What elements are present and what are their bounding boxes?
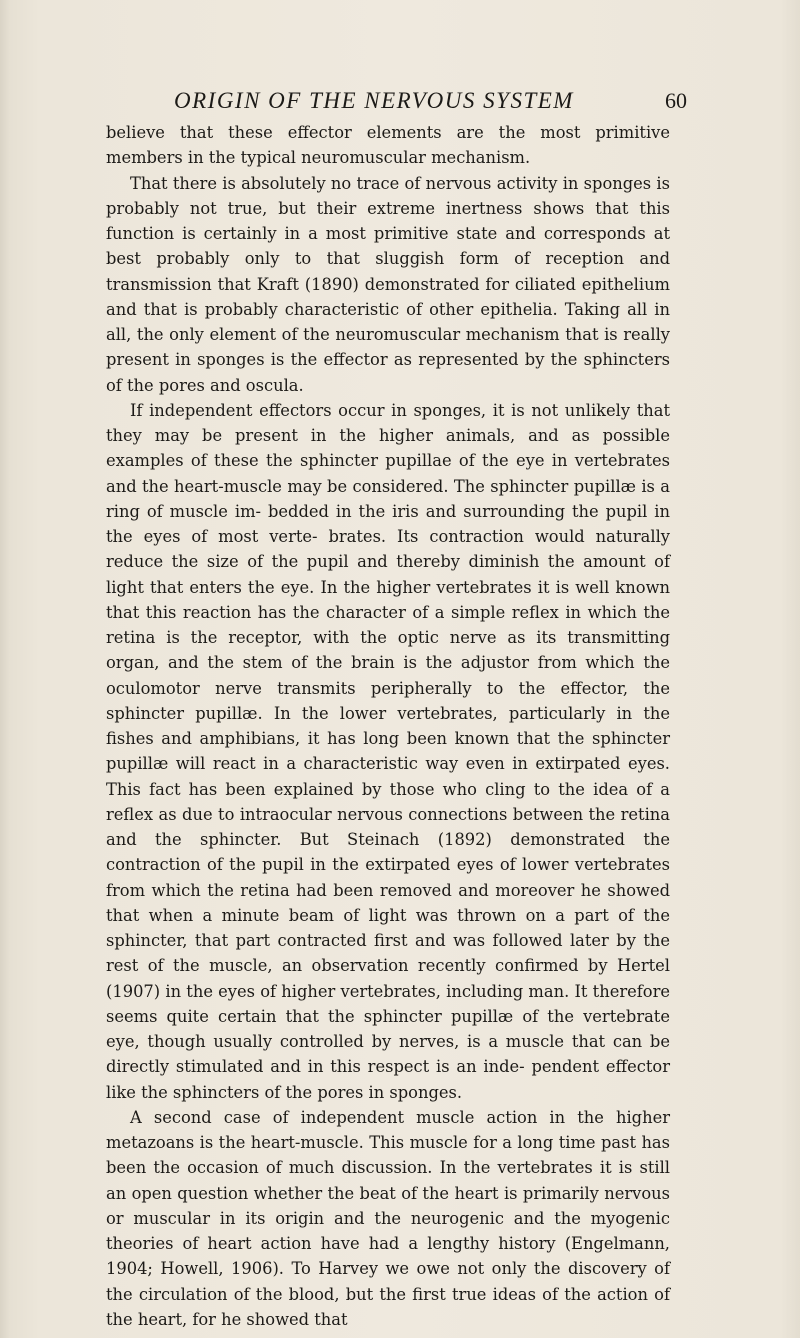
paragraph-sphincter-pupillae: If independent effectors occur in sponges, it is not unlikely that they may be present in the higher animals, and as possible examples of these the sphincter pupillae of the eye in vertebrates and the heart-muscle may be considered. The sphincter pupillæ is a ring of muscle im- bedded in the iris and surrounding the pupil in the eyes of most verte- brates. Its contraction would naturally reduce the size of the pupil and thereby diminish the amount of light that enters the eye. In the higher vertebrates it is well known that this reaction has the character of a simple reflex in which the retina is the receptor, with the optic nerve as its transmitting organ, and the stem of the brain is the adjustor from which the oculomotor nerve transmits peripherally to the effector, the sphincter pupillæ. In the lower vertebrates, particularly in the fishes and amphibians, it has long been known that the sphincter pupillæ will react in a characteristic way even in extirpated eyes. This fact has been explained by those who cling to the idea of a reflex as due to intraocular nervous connections between the retina and the sphincter. But Steinach (1892) demonstrated the contraction of the pupil in the extirpated eyes of lower vertebrates from which the retina had been removed and moreover he showed that when a minute beam of light was thrown on a part of the sphincter, that part contracted first and was followed later by the rest of the muscle, an observation recently confirmed by Hertel (1907) in the eyes of higher vertebrates, including man. It therefore seems quite certain that the sphincter pupillæ of the vertebrate eye, though usually controlled by nerves, is a muscle that can be directly stimulated and in this respect is an inde- pendent effector like the sphincters of the pores in sponges. — [106, 400, 670, 1102]
body-text — [106, 120, 670, 1332]
page-header — [0, 88, 800, 118]
paragraph-continuation: believe that these effector elements are the most primitive members in the typical neuromuscular mechanism. — [106, 123, 670, 168]
page-number: 60 — [665, 88, 687, 113]
running-head: ORIGIN OF THE NERVOUS SYSTEM — [174, 88, 574, 113]
paragraph-sponges: That there is absolutely no trace of nervous activity in sponges is probably not true, but their extreme inertness shows that this function is certainly in a most primitive state and corresponds at best probably only to that sluggish form of reception and transmission that Kraft (1890) demonstrated for ciliated epithelium and that is probably characteristic of other epithelia. Taking all in all, the only element of the neuromuscular mechanism that is really present in sponges is the effector as represented by the sphincters of the pores and oscula. — [106, 173, 670, 395]
paragraph-heart-muscle: A second case of independent muscle action in the higher metazoans is the heart-muscle. This muscle for a long time past has been the occasion of much discussion. In the vertebrates it is still an open question whether the beat of the heart is primarily nervous or muscular in its origin and the neurogenic and the myogenic theories of heart action have had a lengthy history (Engelmann, 1904; Howell, 1906). To Harvey we owe not only the discovery of the circulation of the blood, but the first true ideas of the action of the heart, for he showed that — [106, 1107, 670, 1329]
